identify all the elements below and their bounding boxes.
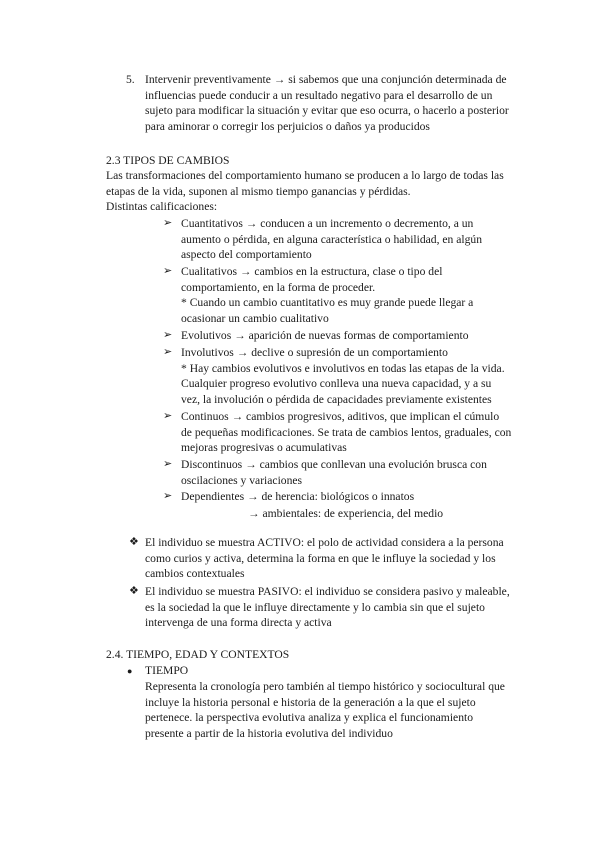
- text-line: Continuos → cambios progresivos, aditivos, que implican el cúmulo: [181, 410, 500, 423]
- text-line: ocasionar un cambio cualitativo: [181, 311, 329, 325]
- dependientes-ambientales: → ambientales: de experiencia, del medio: [248, 507, 444, 520]
- list-item-evolutivos: [181, 328, 469, 344]
- text-line: El individuo se muestra ACTIVO: el polo de actividad considera a la persona: [145, 536, 504, 549]
- bullet-dot-icon: ●: [127, 666, 133, 676]
- text-line: Intervenir preventivamente → si sabemos que una conjunción determinada de: [145, 73, 507, 86]
- list-item-involutivos: [181, 345, 505, 407]
- arrowhead-bullet-icon: ➢: [163, 329, 173, 341]
- arrowhead-bullet-icon: ➢: [163, 217, 173, 229]
- item5-paragraph: [145, 72, 509, 134]
- text-line: presente a partir de la historia evolutiva del individuo: [145, 726, 393, 740]
- text-line: El individuo se muestra PASIVO: el individuo se considera pasivo y maleable,: [145, 585, 510, 598]
- text-line: * Cuando un cambio cuantitativo es muy grande puede llegar a: [181, 296, 474, 310]
- section-2-4-heading: 2.4. TIEMPO, EDAD Y CONTEXTOS: [106, 648, 290, 661]
- text-line: vez, la involución o pérdida de capacidades previamente existentes: [181, 392, 492, 406]
- arrowhead-bullet-icon: ➢: [163, 346, 173, 358]
- list-item-activo: [145, 535, 504, 582]
- list-item-discontinuos: [181, 457, 487, 488]
- arrowhead-bullet-icon: ➢: [163, 265, 173, 277]
- diamond-bullet-icon: ❖: [129, 536, 139, 548]
- text-line: Discontinuos → cambios que conllevan una evolución brusca con: [181, 458, 487, 471]
- list-item-continuos: [181, 409, 511, 456]
- text-line: Cualquier progreso evolutivo conlleva una nueva capacidad, y a su: [181, 377, 492, 391]
- text-line: de pequeñas modificaciones. Se trata de cambios lentos, graduales, con: [181, 425, 512, 439]
- text-line: etapas de la vida, suponen al mismo tiempo ganancias y pérdidas.: [106, 184, 411, 198]
- text-line: Cuantitativos → conducen a un incremento o decremento, a un: [181, 217, 474, 230]
- text-line: Las transformaciones del comportamiento humano se producen a lo largo de todas las: [106, 169, 504, 182]
- text-line: Evolutivos → aparición de nuevas formas de comportamiento: [181, 329, 469, 342]
- list-item-cualitativos: [181, 264, 473, 326]
- text-line: aumento o pérdida, en alguna característica o habilidad, en algún: [181, 232, 482, 246]
- text-line: oscilaciones y variaciones: [181, 473, 303, 487]
- text-line: como curios y activa, determina la forma en que le influye la sociedad y los: [145, 551, 496, 565]
- text-line: pertenece. la perspectiva evolutiva analiza y explica el funcionamiento: [145, 711, 474, 725]
- text-line: intervenga de una forma directa y activa: [145, 616, 332, 630]
- section-2-3-heading: 2.3 TIPOS DE CAMBIOS: [106, 154, 230, 167]
- diamond-bullet-icon: ❖: [129, 585, 139, 597]
- text-line: comportamiento, en la forma de proceder.: [181, 280, 376, 294]
- text-line: Dependientes → de herencia: biológicos o innatos: [181, 490, 415, 503]
- text-line: mejoras progresivas o acumulativas: [181, 441, 347, 455]
- text-line: para aminorar o corregir los perjuicios o daños ya producidos: [145, 119, 430, 133]
- text-line: influencias puede conducir a un resultado negativo para el desarrollo de un: [145, 88, 493, 102]
- section-2-3-intro: [106, 168, 504, 215]
- text-line: es la sociedad la que le influye directamente y lo cambia sin que el sujeto: [145, 600, 485, 614]
- tiempo-subheading: TIEMPO: [145, 664, 189, 677]
- list-item-cuantitativos: [181, 216, 482, 263]
- text-line: Involutivos → declive o supresión de un comportamiento: [181, 346, 448, 359]
- text-line: Cualitativos → cambios en la estructura, clase o tipo del: [181, 265, 443, 278]
- calificaciones-label: Distintas calificaciones:: [106, 200, 218, 214]
- text-line: incluye la historia personal e historia de la generación a la que el sujeto: [145, 695, 476, 709]
- list-number: 5.: [126, 73, 135, 86]
- text-line: aspecto del comportamiento: [181, 248, 312, 262]
- arrowhead-bullet-icon: ➢: [163, 458, 173, 470]
- list-item-pasivo: [145, 584, 510, 631]
- arrowhead-bullet-icon: ➢: [163, 410, 173, 422]
- text-line: cambios contextuales: [145, 567, 245, 581]
- text-line: sujeto para modificar la situación y evitar que eso ocurra, o hacerlo a posterior: [145, 104, 509, 118]
- list-item-dependientes: [181, 489, 414, 505]
- arrowhead-bullet-icon: ➢: [163, 490, 173, 502]
- tiempo-paragraph: [145, 679, 505, 741]
- text-line: * Hay cambios evolutivos e involutivos en todas las etapas de la vida.: [181, 361, 505, 375]
- text-line: Representa la cronología pero también al tiempo histórico y sociocultural que: [145, 680, 505, 693]
